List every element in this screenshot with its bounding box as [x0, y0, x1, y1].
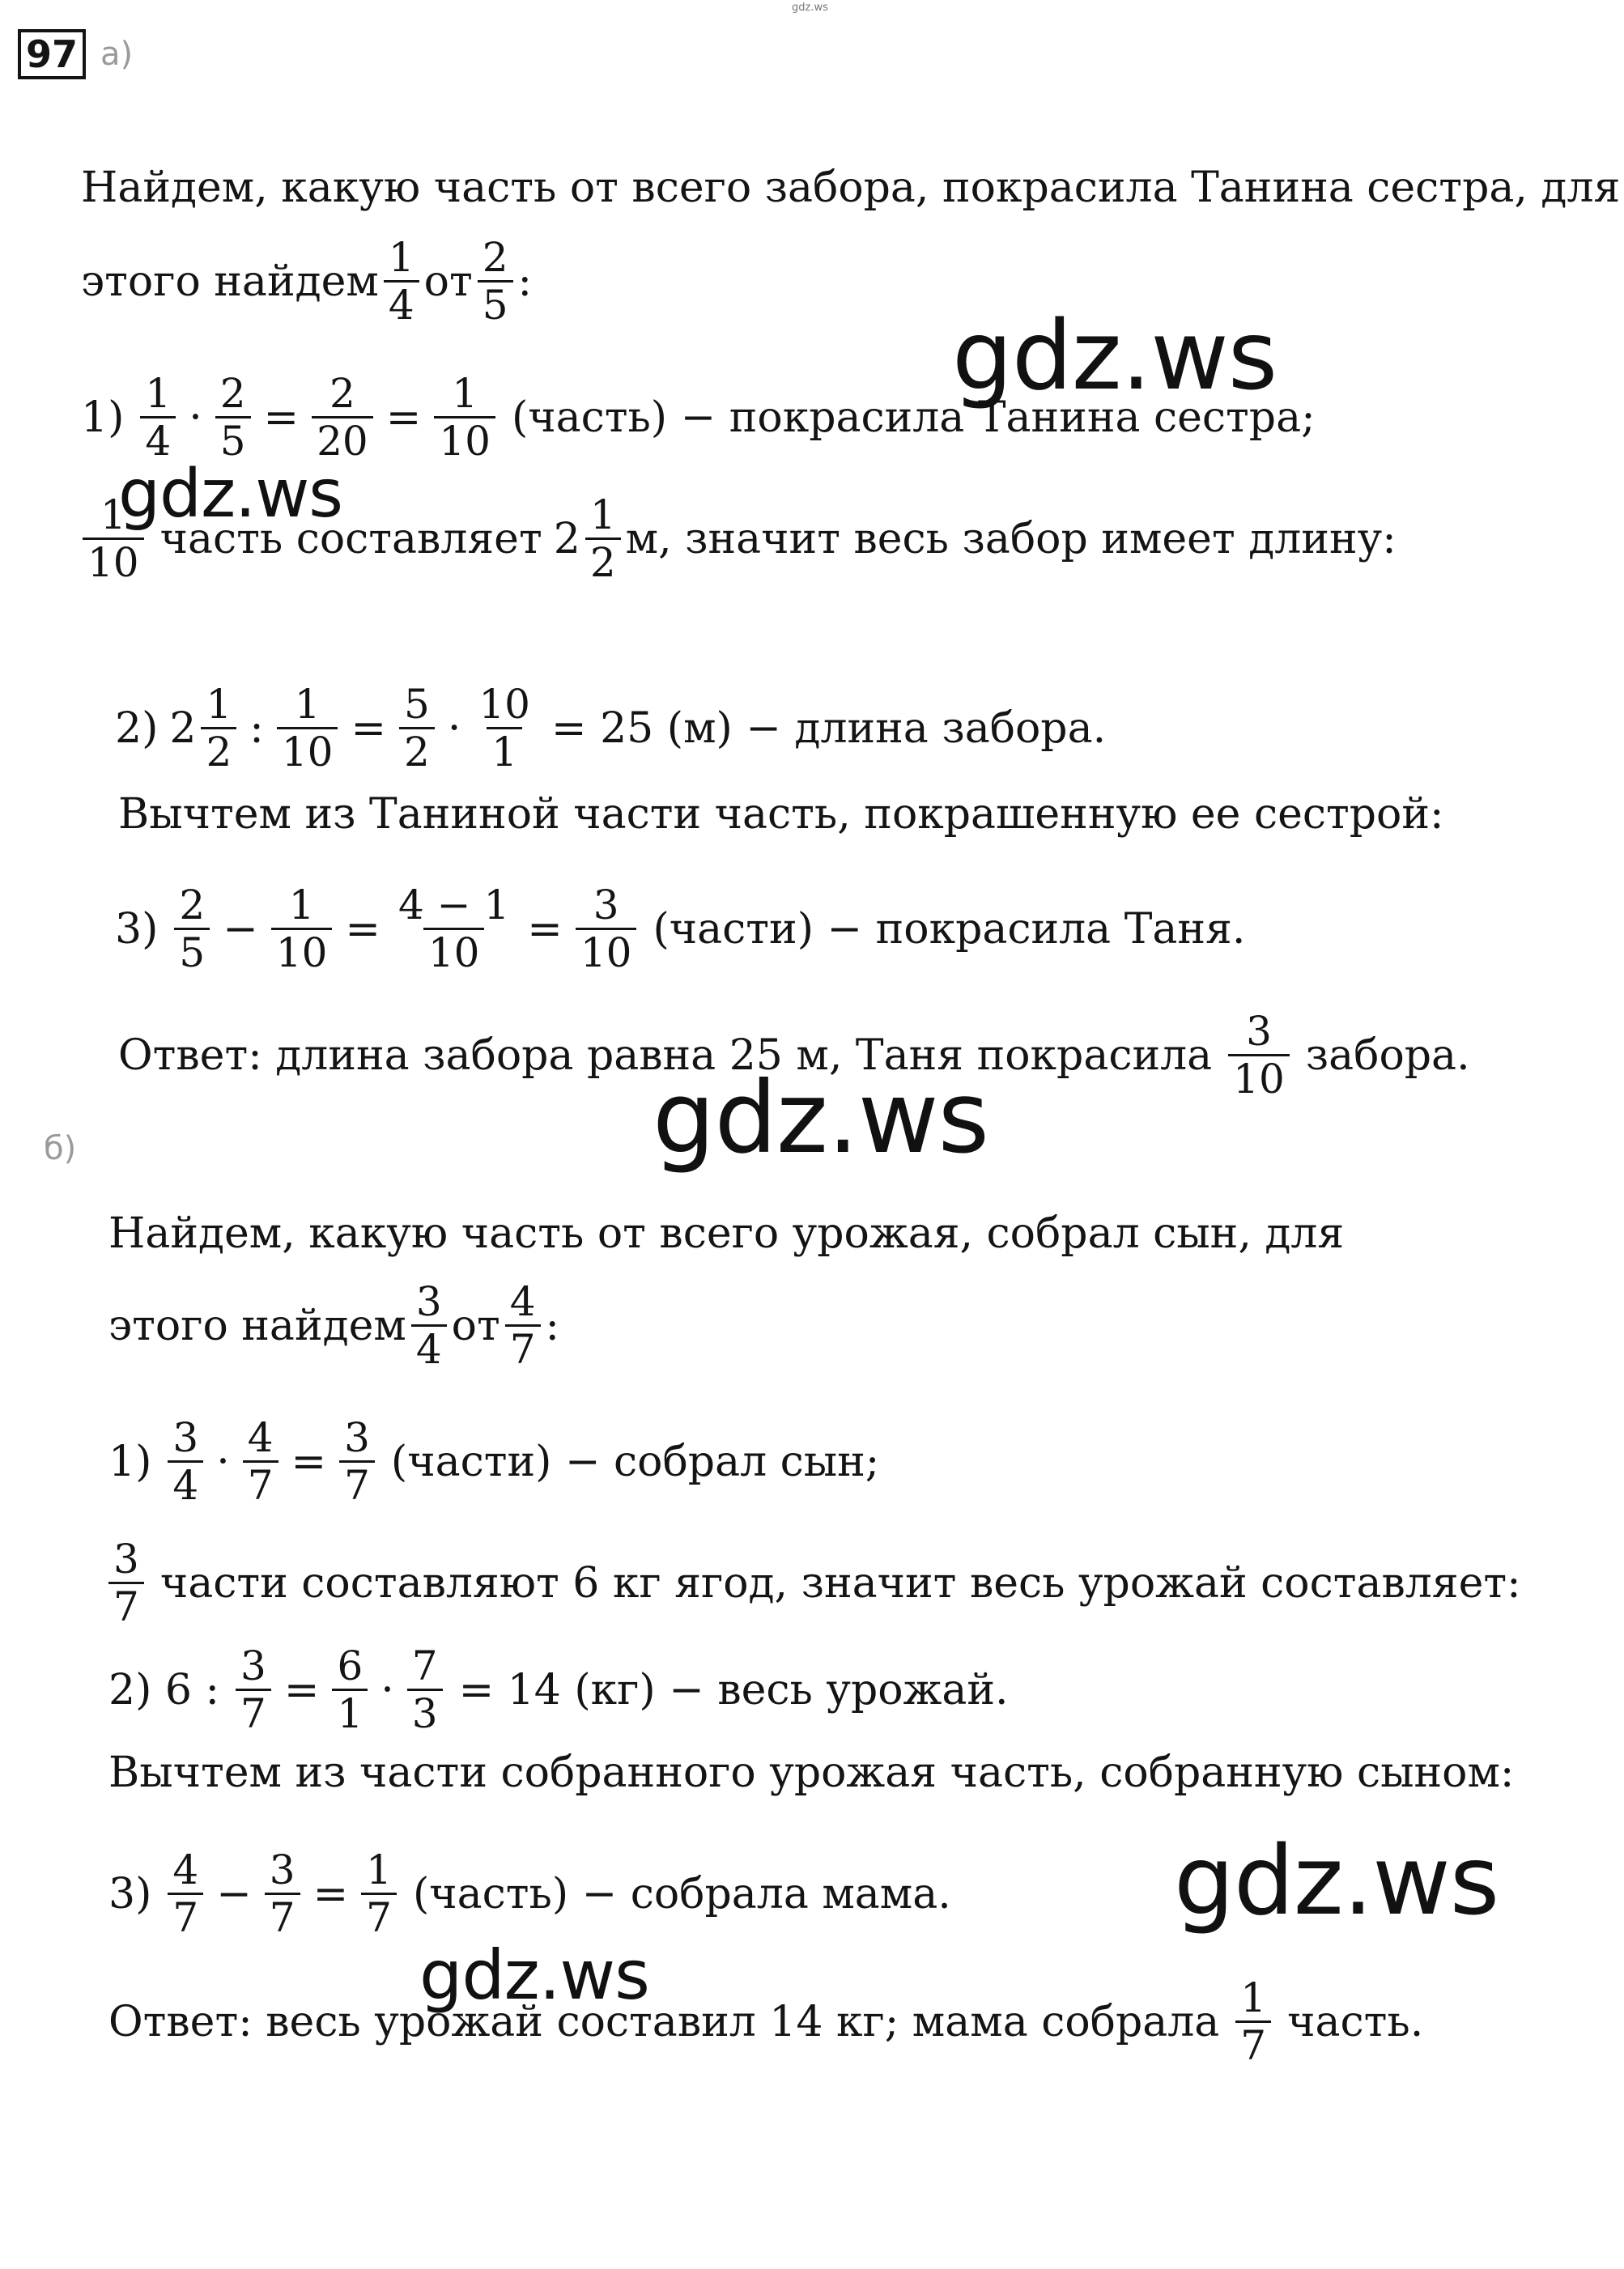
fraction-1-10: $\frac{1}{10}$: [277, 682, 338, 775]
minus-sign: −: [216, 1869, 252, 1918]
dot-operator: ·: [216, 1437, 230, 1486]
b-step-1: [108, 1415, 879, 1508]
dot-operator: ·: [189, 393, 202, 442]
fraction-1-10: $\frac{1}{10}$: [434, 371, 495, 464]
fraction-1-4: $\frac{1}{4}$: [384, 235, 419, 328]
a-line-2-end: :: [517, 257, 533, 306]
fraction-3-7: $\frac{3}{7}$: [236, 1643, 271, 1736]
watermark: gdz.ws: [419, 1935, 649, 2015]
a-step-2: [115, 682, 1106, 775]
fraction-1-7: $\frac{1}{7}$: [361, 1847, 397, 1940]
b-line-4: [104, 1536, 1521, 1630]
b-line-2-mid: от: [451, 1301, 500, 1350]
b-line-6: Вычтем из части собранного урожая часть, собранную сыном:: [108, 1748, 1515, 1797]
b-step-1-tail: (части) − собрал сын;: [390, 1437, 880, 1486]
fraction-6-1: $\frac{6}{1}$: [332, 1643, 368, 1736]
b-step-1-label: 1): [108, 1437, 152, 1486]
b-answer-post: часть.: [1287, 1997, 1424, 2046]
fraction-2-5: $\frac{2}{5}$: [215, 371, 251, 464]
b-step-2-label: 2) 6 :: [108, 1665, 220, 1714]
fraction-5-2: $\frac{5}{2}$: [399, 682, 435, 775]
fraction-10-1: $\frac{10}{1}$: [478, 681, 530, 775]
a-step-3-tail: (части) − покрасила Таня.: [653, 904, 1246, 954]
fraction-7-3: $\frac{7}{3}$: [407, 1643, 443, 1736]
b-step-2-tail: = 14 (кг) − весь урожай.: [458, 1665, 1009, 1714]
b-line-2-pre: этого найдем: [108, 1301, 406, 1350]
part-b-label: б): [44, 1130, 77, 1167]
a-line-2-mid: от: [423, 257, 473, 306]
equals-sign: =: [351, 703, 387, 753]
colon-operator: :: [249, 703, 264, 753]
watermark: gdz.ws: [118, 456, 342, 533]
b-step-2: [108, 1643, 1009, 1736]
fraction-3-4: $\frac{3}{4}$: [411, 1279, 447, 1372]
equals-sign: =: [312, 1869, 349, 1918]
equals-sign: =: [385, 393, 422, 442]
watermark: gdz.ws: [653, 1060, 989, 1175]
a-step-1-label: 1): [81, 393, 125, 442]
b-line-1: Найдем, какую часть от всего урожая, собрал сын, для: [108, 1209, 1345, 1258]
fraction-1-4: $\frac{1}{4}$: [140, 371, 176, 464]
fraction-4-7: $\frac{4}{7}$: [168, 1847, 203, 1940]
a-line-2: [81, 235, 532, 328]
fraction-4-minus-1-10: $\frac{4 - 1}{10}$: [397, 882, 510, 976]
a-line-1: Найдем, какую часть от всего забора, покрасила Танина сестра, для: [81, 164, 1621, 212]
equals-sign: =: [283, 1665, 320, 1714]
fraction-3-10: $\frac{3}{10}$: [576, 882, 637, 975]
a-step-2-label: 2): [115, 703, 159, 753]
b-line-2-end: :: [545, 1301, 560, 1350]
a-answer-post: забора.: [1305, 1030, 1470, 1080]
fraction-1-10: $\frac{1}{10}$: [83, 492, 144, 585]
task-number-box: 97: [18, 29, 86, 79]
a-step-3: [115, 882, 1245, 975]
a-step-2-tail: = 25 (м) − длина забора.: [551, 703, 1107, 753]
a-step-1-tail: (часть) − покрасила Танина сестра;: [511, 393, 1316, 442]
small-watermark: gdz.ws: [792, 2, 828, 14]
b-line-4-text: части составляют 6 кг ягод, значит весь урожай составляет:: [159, 1558, 1521, 1608]
b-answer: [108, 1975, 1423, 2068]
equals-sign: =: [263, 393, 300, 442]
part-a-label: а): [100, 36, 134, 73]
fraction-4-7: $\frac{4}{7}$: [243, 1415, 278, 1508]
fraction-3-10: $\frac{3}{10}$: [1228, 1009, 1290, 1102]
a-line-2-pre: этого найдем: [81, 257, 379, 306]
b-line-2: [108, 1279, 559, 1372]
watermark: gdz.ws: [952, 300, 1278, 411]
fraction-3-7: $\frac{3}{7}$: [265, 1847, 300, 1940]
b-step-3-label: 3): [108, 1869, 152, 1918]
fraction-2-20: $\frac{2}{20}$: [312, 371, 373, 464]
mixed-number-2-1-2: 2 $\frac{1}{2}$: [169, 682, 241, 775]
b-step-3-tail: (часть) − собрала мама.: [412, 1869, 951, 1918]
b-answer-pre: Ответ: весь урожай составил 14 кг; мама собрала: [108, 1997, 1220, 2046]
minus-sign: −: [223, 904, 258, 954]
fraction-2-5: $\frac{2}{5}$: [174, 882, 210, 975]
fraction-3-7: $\frac{3}{7}$: [108, 1536, 144, 1630]
fraction-2-5: $\frac{2}{5}$: [478, 235, 513, 328]
dot-operator: ·: [380, 1665, 394, 1714]
b-step-3: [108, 1847, 951, 1940]
fraction-4-7: $\frac{4}{7}$: [505, 1279, 541, 1372]
fraction-3-4: $\frac{3}{4}$: [168, 1415, 203, 1508]
a-line-4-unit: м, значит весь забор имеет длину:: [625, 514, 1397, 563]
a-line-4-text: часть составляет: [159, 514, 542, 563]
equals-sign: =: [345, 904, 380, 954]
equals-sign: =: [291, 1437, 327, 1486]
mixed-number-2-1-2: 2 $\frac{1}{2}$: [554, 492, 626, 585]
a-answer-pre: Ответ: длина забора равна 25 м, Таня покрасила: [118, 1030, 1213, 1080]
watermark: gdz.ws: [1174, 1825, 1499, 1936]
dot-operator: ·: [447, 703, 461, 753]
equals-sign: =: [527, 904, 563, 954]
fraction-1-10: $\frac{1}{10}$: [271, 882, 333, 975]
fraction-1-7: $\frac{1}{7}$: [1235, 1975, 1271, 2068]
a-step-3-label: 3): [115, 904, 159, 954]
fraction-3-7: $\frac{3}{7}$: [339, 1415, 375, 1508]
a-line-6: Вычтем из Таниной части часть, покрашенную ее сестрой:: [118, 790, 1444, 839]
